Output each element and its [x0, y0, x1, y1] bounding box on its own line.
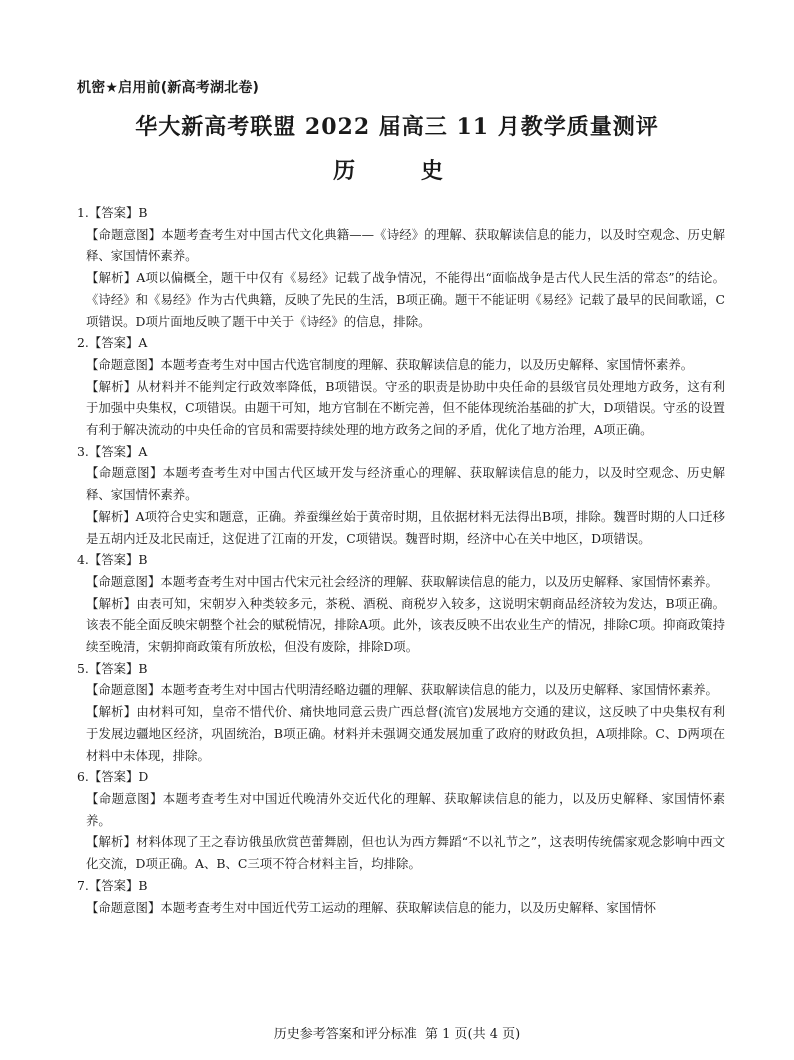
analysis-paragraph: 【解析】由表可知，宋朝岁入种类较多元，茶税、酒税、商税岁入较多，这说明宋朝商品经济较为发达，B项正确。该表不能全面反映宋朝整个社会的赋税情况，排除A项。此外，该表反映不出农业生产的情况，排除C项。抑商政策持续至晚清，宋朝抑商政策有所放松，但没有废除，排除D项。	[86, 595, 725, 655]
answer-item-2	[77, 332, 725, 441]
analysis-paragraph: 【解析】从材料并不能判定行政效率降低，B项错误。守丞的职责是协助中央任命的县级官员处理地方政务，这有利于加强中央集权，C项错误。由题干可知，地方官制在不断完善，但不能体现统治基础的扩大，D项错误。守丞的设置有利于解决流动的中央任命的官员和需要持续处理的地方政务之间的矛盾，优化了地方治理，A项正确。	[86, 378, 725, 438]
page-title: 华大新高考联盟 2022 届高三 11 月教学质量测评	[135, 114, 659, 140]
answer-line: 4.【答案】B	[77, 552, 148, 568]
answer-item-5	[77, 658, 725, 767]
analysis-paragraph: 【解析】A项符合史实和题意，正确。养蚕缫丝始于黄帝时期，且依据材料无法得出B项，排除。魏晋时期的人口迁移是五胡内迁及北民南迁，这促进了江南的开发，C项错误。魏晋时期，经济中心在关中地区，D项错误。	[86, 508, 725, 546]
answer-line: 6.【答案】D	[77, 769, 149, 785]
answer-list	[77, 202, 725, 918]
answer-item-4	[77, 549, 725, 658]
answer-line: 2.【答案】A	[77, 335, 148, 351]
page-footer: 历史参考答案和评分标准 第 1 页(共 4 页)	[273, 1027, 521, 1042]
subject-title: 历 史	[333, 159, 461, 184]
answer-item-6	[77, 766, 725, 875]
intent-paragraph: 【命题意图】本题考查考生对中国古代区域开发与经济重心的理解、获取解读信息的能力，以及时空观念、历史解释、家国情怀素养。	[86, 465, 725, 503]
analysis-paragraph: 【解析】A项以偏概全，题干中仅有《易经》记载了战争情况，不能得出“面临战争是古代人民生活的常态”的结论。《诗经》和《易经》作为古代典籍，反映了先民的生活，B项正确。题干不能证明《易经》记载了最早的民间歌谣，C项错误。D项片面地反映了题干中关于《诗经》的信息，排除。	[86, 270, 725, 329]
answer-item-1	[77, 202, 725, 332]
intent-paragraph: 【命题意图】本题考查考生对中国古代文化典籍——《诗经》的理解、获取解读信息的能力，以及时空观念、历史解释、家国情怀素养。	[86, 226, 725, 264]
analysis-paragraph: 【解析】由材料可知，皇帝不惜代价、痛快地同意云贵广西总督(流官)发展地方交通的建议，这反映了中央集权有利于发展边疆地区经济，巩固统治，B项正确。材料并未强调交通发展加重了政府的财政负担，A项排除。C、D两项在材料中未体现，排除。	[86, 704, 725, 763]
answer-line: 5.【答案】B	[77, 660, 148, 676]
intent-paragraph: 【命题意图】本题考查考生对中国古代宋元社会经济的理解、获取解读信息的能力，以及历史解释、家国情怀素养。	[86, 573, 718, 589]
answer-item-3	[77, 441, 725, 550]
answer-item-7	[77, 875, 725, 918]
answer-line: 7.【答案】B	[77, 877, 148, 893]
intent-paragraph: 【命题意图】本题考查考生对中国古代选官制度的理解、获取解读信息的能力，以及历史解释、家国情怀素养。	[86, 356, 694, 372]
confidential-label: 机密★启用前(新高考湖北卷)	[77, 80, 260, 96]
intent-paragraph: 【命题意图】本题考查考生对中国近代晚清外交近代化的理解、获取解读信息的能力，以及历史解释、家国情怀素养。	[86, 790, 725, 828]
answer-line: 3.【答案】A	[77, 443, 148, 459]
answer-line: 1.【答案】B	[77, 205, 148, 220]
analysis-paragraph: 【解析】材料体现了王之春访俄虽欣赏芭蕾舞剧，但也认为西方舞蹈“不以礼节之”，这表明传统儒家观念影响中西文化交流，D项正确。A、B、C三项不符合材料主旨，均排除。	[86, 834, 725, 872]
intent-paragraph: 【命题意图】本题考查考生对中国古代明清经略边疆的理解、获取解读信息的能力，以及历史解释、家国情怀素养。	[86, 682, 718, 698]
intent-paragraph: 【命题意图】本题考查考生对中国近代劳工运动的理解、获取解读信息的能力，以及历史解释、家国情怀	[86, 899, 656, 915]
